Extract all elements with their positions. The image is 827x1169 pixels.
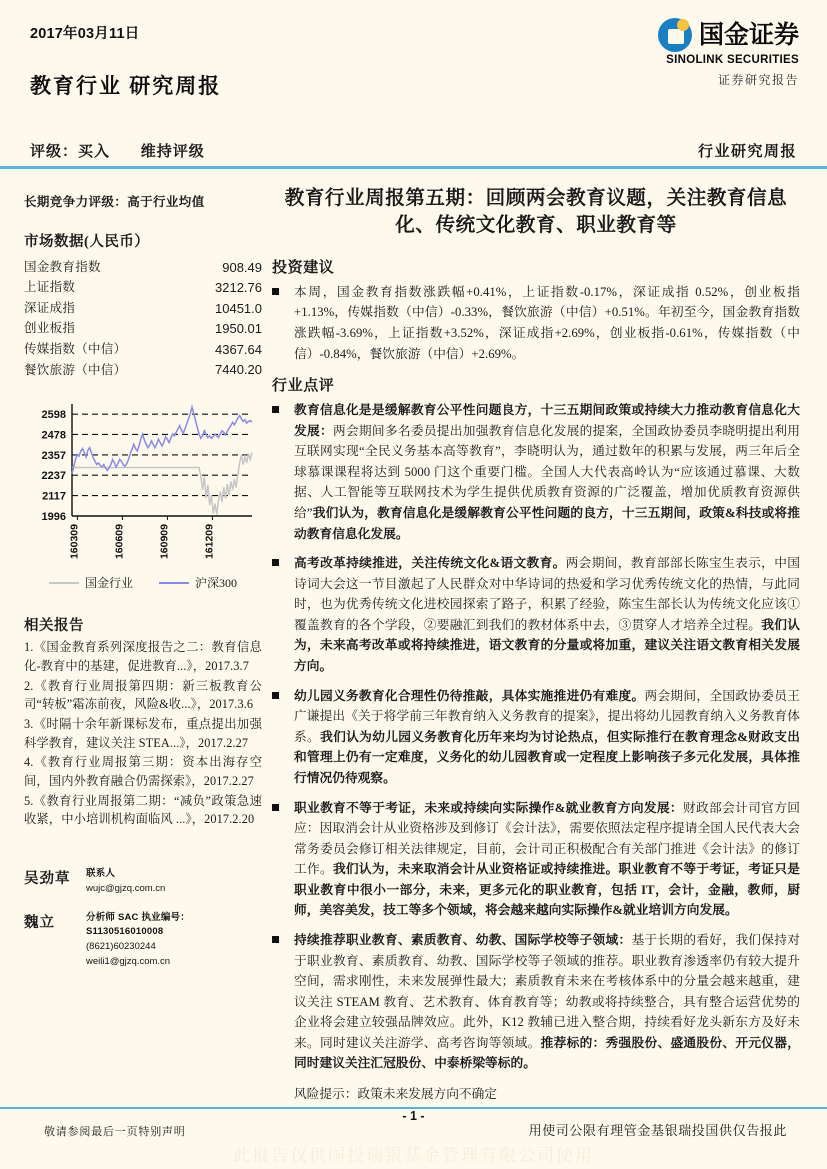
analyst-entry (24, 911, 262, 970)
bullet-square-icon (272, 553, 294, 566)
table-row (24, 257, 262, 278)
sidebar (24, 192, 262, 983)
review-bullet-body: 两会期间，教育部部长陈宝生表示，中国诗词大会这一节目激起了人民群众对中华诗词的热爱和学习优秀传统文化的热情，与此同时，也为优秀传统文化进校园探索了路子，积累了经验，陈宝生部长认为传统文化应该①覆盖教育的各个学段，②要融汇到我们的教材体系中去，③贯穿人才培养全过程。 (294, 556, 800, 632)
header-report-type: 行业研究周报 (697, 144, 797, 160)
review-bullet-tail: 我们认为，未来高考改革或将持续推进，语文教育的分量或将加重，建议关注语文教育相关发展方向。 (294, 617, 800, 674)
analyst-name: 魏立 (24, 914, 55, 931)
market-data-table (24, 257, 262, 380)
investment-advice-bullet (272, 282, 800, 364)
page-footer (0, 1095, 827, 1169)
review-bullet-text (294, 798, 800, 921)
footer-note-left: 敬请参阅最后一页特别声明 (44, 1126, 186, 1138)
review-bullet-lead: 持续推荐职业教育、素质教育、幼教、国际学校等子领域： (294, 933, 632, 947)
svg-text:2598: 2598 (41, 409, 66, 422)
review-bullet-body: 基于长期的看好，我们保持对于职业教育、素质教育、幼教、国际学校等子领域的推荐。职业教育渗透率仍有较大提升空间，需求刚性，未来发展弹性最大；素质教育未来在考核体系中的分量会越来越重，建议关注 STEAM 教育、艺术教育、体育教育等；幼教或将持续整合，具有整合运营优势的企业将会建立较强品牌效应。此外，K12 教辅已进入整合期，持续看好龙头新东方及好未来。同时建议关注游学、高考咨询等领域。 (294, 933, 800, 1050)
industry-review-heading: 行业点评 (272, 378, 335, 395)
table-row (24, 360, 262, 381)
bullet-square-icon (272, 282, 294, 295)
market-index-value: 1950.01 (215, 321, 262, 337)
market-index-value: 4367.64 (215, 341, 262, 357)
report-date: 2017年03月11日 (30, 26, 140, 42)
review-bullet (272, 400, 800, 544)
legend-item-0 (49, 574, 133, 591)
market-index-value: 7440.20 (215, 362, 262, 378)
footer-watermark: 此报告仅供国投瑞银基金管理有限公司使用 (233, 1146, 594, 1165)
market-index-name: 国金教育指数 (24, 259, 101, 274)
bullet-square-icon (272, 686, 294, 699)
bullet-square-icon (272, 798, 294, 811)
review-bullet-lead: 教育信息化是是缓解教育公平性问题良方，十三五期间政策或持续大力推动教育信息化大发展： (294, 403, 800, 438)
page-body (0, 172, 827, 1102)
chart-legend (24, 574, 262, 591)
svg-text:2237: 2237 (41, 470, 66, 483)
market-index-value: 908.49 (222, 259, 262, 275)
logo-company-name-en: SINOLINK SECURITIES (666, 54, 799, 66)
review-bullet-text (294, 930, 800, 1074)
page-header (0, 0, 827, 172)
legend-label: 国金行业 (84, 576, 133, 591)
analyst-email[interactable]: wujc@gjzq.com.cn (86, 882, 166, 894)
list-item[interactable]: 5.《教育行业周报第二期：“减负”政策急速收紧，中小培训机构面临风 ...》，2017.2.20 (24, 793, 262, 827)
company-logo (621, 18, 799, 88)
analyst-phone: (8621)60230244 (86, 941, 156, 953)
market-index-value: 3212.76 (215, 280, 262, 296)
review-bullet-tail: 我们认为幼儿园义务教育化历年来均为讨论热点，但实际推行在教育理念&财政支出和管理上仍有一定难度，义务化的幼儿园教育或一定程度上影响孩子多元化发展，具体推行情况仍待观察。 (294, 729, 800, 785)
market-data-heading: 市场数据(人民币） (24, 234, 150, 250)
review-bullet-lead: 高考改革持续推进，关注传统文化&语文教育。 (294, 556, 566, 571)
page-number: - 1 - (402, 1109, 425, 1123)
svg-text:2478: 2478 (41, 429, 66, 442)
investment-advice-text: 本周，国金教育指数涨跌幅+0.41%，上证指数-0.17%，深证成指 0.52%，创业板指+1.13%，传媒指数（中信）-0.33%，餐饮旅游（中信）+0.51%。年初至今，国金教育指数涨跌幅-3.69%，上证指数+3.52%，深证成指+2.69%，创业板指-0.61%，传媒指数（中信）-0.84%，餐饮旅游（中信）+2.69%。 (294, 284, 800, 361)
review-bullet-body: 两会期间，全国政协委员王广谦提出《关于将学前三年教育纳入义务教育的提案》，提出将幼儿园教育纳入义务教育体系。 (294, 688, 800, 744)
review-bullet-tail: 我们认为，未来取消会计从业资格证或持续推进。职业教育不等于考证，考证只是职业教育中很小一部分，未来，更多元化的职业教育，包括 IT，会计，金融，教师，厨师，美容美发，技工等多个领域，将会越来越向实际操作&就业培训方向发展。 (294, 862, 800, 918)
review-bullet-text (294, 686, 800, 789)
list-item[interactable]: 4.《教育行业周报第三期：资本出海存空间，国内外教育融合仍需探索》，2017.2.27 (24, 755, 262, 789)
list-item[interactable]: 1.《国金教育系列深度报告之二：教育信息化-教育中的基建，促进教育...》，2017.3.7 (24, 640, 262, 673)
table-row (24, 278, 262, 299)
bullet-square-icon (272, 930, 294, 943)
svg-text:2357: 2357 (41, 450, 66, 463)
index-performance-chart (24, 396, 262, 592)
review-bullet-tail: 推荐标的：秀强股份、盛通股份、开元仪器，同时建议关注汇冠股份、中泰桥梁等标的。 (294, 1035, 801, 1071)
svg-text:161209: 161209 (203, 524, 216, 560)
legend-swatch (49, 582, 79, 585)
chart-canvas (24, 396, 262, 568)
review-bullet (272, 553, 800, 676)
rating-value: 评级：买入 (30, 144, 111, 160)
analyst-name: 吴劲草 (24, 871, 71, 888)
legend-item-1 (159, 574, 237, 591)
analyst-contacts (24, 867, 262, 969)
analyst-entry (24, 867, 262, 896)
review-bullet-tail: 我们认为，教育信息化是缓解教育公平性问题的良方，十三五期间，政策&科技或将推动教育信息化发展。 (294, 506, 801, 541)
market-index-name: 上证指数 (24, 280, 76, 295)
review-bullet-text (294, 400, 800, 544)
rating-row (30, 140, 205, 161)
market-index-name: 深证成指 (24, 300, 76, 315)
market-index-name: 传媒指数（中信） (24, 342, 127, 357)
table-row (24, 339, 262, 360)
footer-note-right: 用使司公限有理管金基银瑞投国供仅告报此 (528, 1123, 787, 1138)
review-bullet-text (294, 553, 800, 676)
review-bullet-lead: 幼儿园义务教育化合理性仍待推敲，具体实施推进仍有难度。 (294, 688, 645, 703)
svg-text:1996: 1996 (41, 511, 66, 524)
main-content (272, 186, 800, 1105)
long-term-rating: 长期竞争力评级：高于行业均值 (24, 195, 205, 209)
logo-subtitle: 证券研究报告 (717, 73, 799, 87)
analyst-role: 分析师 SAC 执业编号：S1130516010008 (86, 911, 190, 938)
related-reports (24, 614, 262, 829)
risk-disclaimer: 风险提示：政策未来发展方向不确定 (294, 1087, 497, 1102)
svg-text:160309: 160309 (68, 524, 81, 560)
market-index-value: 10451.0 (215, 300, 262, 316)
legend-label: 沪深300 (195, 576, 238, 591)
analyst-role: 联系人 (86, 868, 116, 880)
sinolink-logo-icon (658, 18, 692, 52)
analyst-email[interactable]: weili1@gjzq.com.cn (86, 955, 171, 967)
header-divider (0, 166, 827, 169)
svg-text:160609: 160609 (113, 524, 126, 560)
industry-title: 教育行业 研究周报 (30, 74, 222, 98)
bullet-square-icon (272, 400, 294, 413)
legend-swatch (159, 582, 189, 585)
market-index-name: 餐饮旅游（中信） (24, 362, 127, 377)
svg-text:160909: 160909 (158, 524, 171, 560)
svg-text:2117: 2117 (42, 490, 66, 503)
review-bullet (272, 798, 800, 921)
list-item[interactable]: 3.《时隔十余年新课标发布，重点提出加强科学教育，建议关注 STEA...》，2017.2.27 (24, 717, 262, 750)
logo-company-name-cn: 国金证券 (698, 20, 799, 49)
review-bullet-body: 财政部会计司官方回应：因取消会计从业资格涉及到修订《会计法》，需要依照法定程序提请全国人民代表大会常务委员会修订相关法律规定，目前，会计司正积极配合有关部门推进《会计法》的修订工作。 (294, 800, 800, 877)
page-title: 教育行业周报第五期：回顾两会教育议题，关注教育信息化、传统文化教育、职业教育等 (284, 188, 788, 236)
related-reports-heading: 相关报告 (24, 618, 84, 635)
review-bullet-body: 两会期间多名委员提出加强教育信息化发展的提案，全国政协委员李晓明提出利用互联网实现“全民义务基本高等教育”，李晓明认为，通过数年的积累与发展，两三年后全球慕课课程将达到 5000 门这个重要门槛。全国人大代表高岭认为“应该通过慕课、大数据、人工智能等互联网技术为学生提供优质教育资源的广泛覆盖，增加优质教育资源供给” (294, 423, 800, 521)
market-index-name: 创业板指 (24, 321, 76, 336)
rating-maintain: 维持评级 (140, 144, 205, 160)
table-row (24, 319, 262, 340)
review-bullet-lead: 职业教育不等于考证，未来或持续向实际操作&就业教育方向发展： (294, 800, 683, 815)
review-bullet (272, 930, 800, 1074)
list-item[interactable]: 2.《教育行业周报第四期：新三板教育公司“转板”霜冻前夜，风险&收...》，2017.3.6 (24, 678, 262, 712)
investment-advice-heading: 投资建议 (272, 259, 335, 276)
review-bullet (272, 686, 800, 789)
table-row (24, 298, 262, 319)
